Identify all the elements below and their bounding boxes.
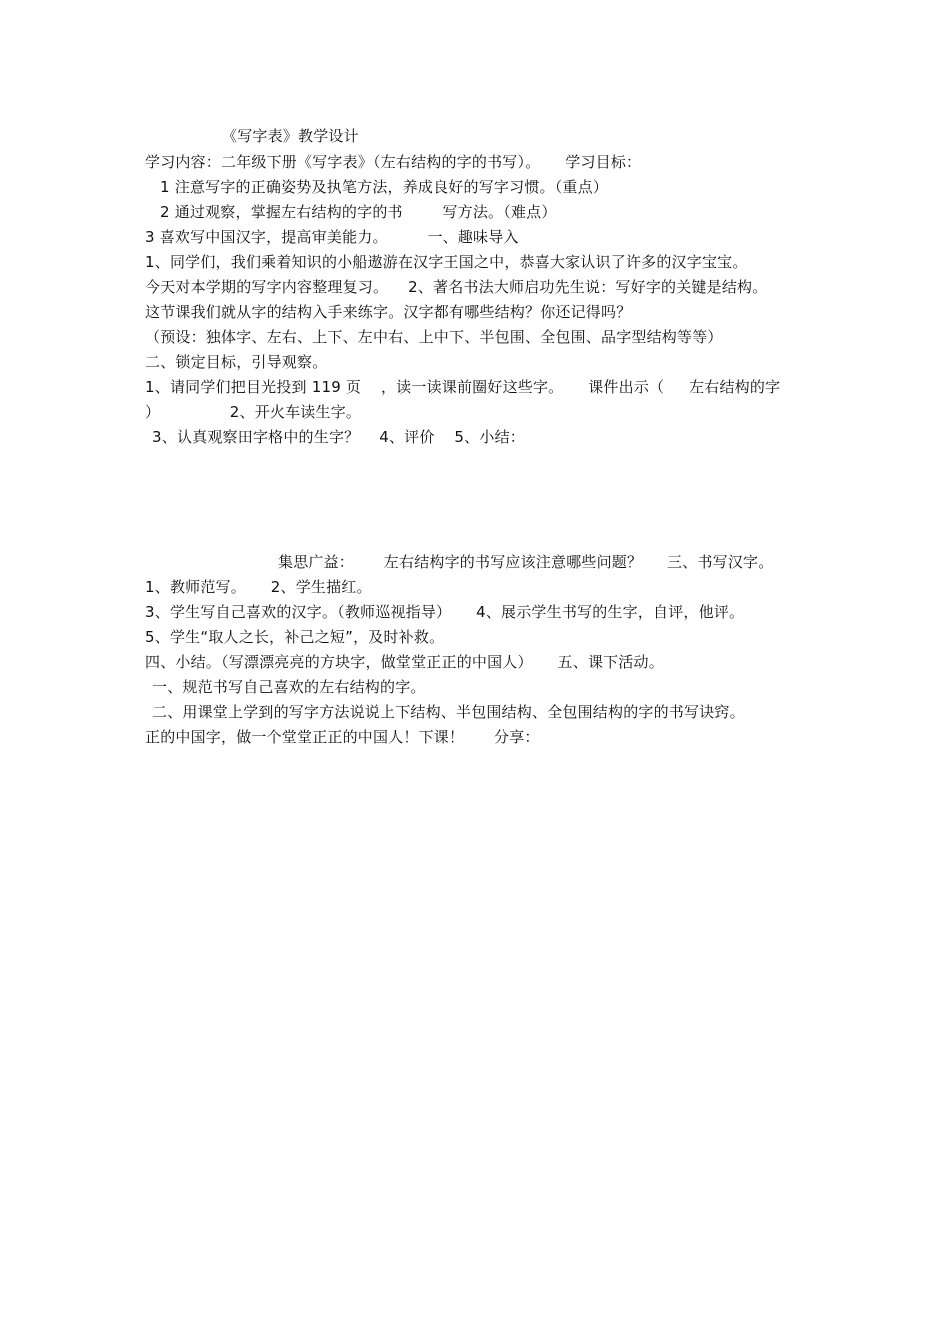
text-line-brainstorm: 集思广益： 左右结构字的书写应该注意哪些问题？ 三、书写汉字。: [278, 553, 774, 571]
text-line-goal-1: 1 注意写字的正确姿势及执笔方法，养成良好的写字习惯。（重点）: [160, 178, 609, 196]
text-line-closing: 正的中国字，做一个堂堂正正的中国人！下课！ 分享：: [145, 728, 540, 746]
text-line-step-1: 1、请同学们把目光投到 119 页 ，读一读课前圈好这些字。 课件出示（ 左右结构的字: [145, 378, 781, 396]
text-line-intro-2: 今天对本学期的写字内容整理复习。 2、著名书法大师启功先生说：写好字的关键是结构。: [145, 278, 768, 296]
text-line-goal-2: 2 通过观察，掌握左右结构的字的书 写方法。（难点）: [160, 203, 557, 221]
text-line-activity-2: 二、用课堂上学到的写字方法说说上下结构、半包围结构、全包围结构的字的书写诀窍。: [152, 703, 745, 721]
text-line-activity-1: 一、规范书写自己喜欢的左右结构的字。: [152, 678, 426, 696]
text-line-preset: （预设：独体字、左右、上下、左中右、上中下、半包围、全包围、品字型结构等等）: [145, 328, 723, 346]
text-line-step-3: 3、认真观察田字格中的生字？ 4、评价 5、小结：: [152, 428, 525, 446]
text-line-intro-1: 1、同学们，我们乘着知识的小船遨游在汉字王国之中，恭喜大家认识了许多的汉字宝宝。: [145, 253, 748, 271]
text-line-writing-3: 5、学生“取人之长，补己之短”，及时补救。: [145, 628, 445, 646]
document-title: 《写字表》教学设计: [222, 127, 359, 145]
text-line-section-2: 二、锁定目标，引导观察。: [145, 353, 328, 371]
text-line-intro-3: 这节课我们就从字的结构入手来练字。汉字都有哪些结构？你还记得吗？: [145, 303, 632, 321]
text-line-writing-1: 1、教师范写。 2、学生描红。: [145, 578, 372, 596]
text-line-summary: 四、小结。（写漂漂亮亮的方块字，做堂堂正正的中国人） 五、课下活动。: [145, 653, 664, 671]
text-line-step-2: ） 2、开火车读生字。: [145, 403, 362, 421]
text-line-writing-2: 3、学生写自己喜欢的汉字。（教师巡视指导） 4、展示学生书写的生字，自评，他评。: [145, 603, 745, 621]
text-line-learning-content: 学习内容：二年级下册《写字表》（左右结构的字的书写）。 学习目标：: [145, 153, 642, 171]
text-line-goal-3: 3 喜欢写中国汉字，提高审美能力。 一、趣味导入: [145, 228, 519, 246]
